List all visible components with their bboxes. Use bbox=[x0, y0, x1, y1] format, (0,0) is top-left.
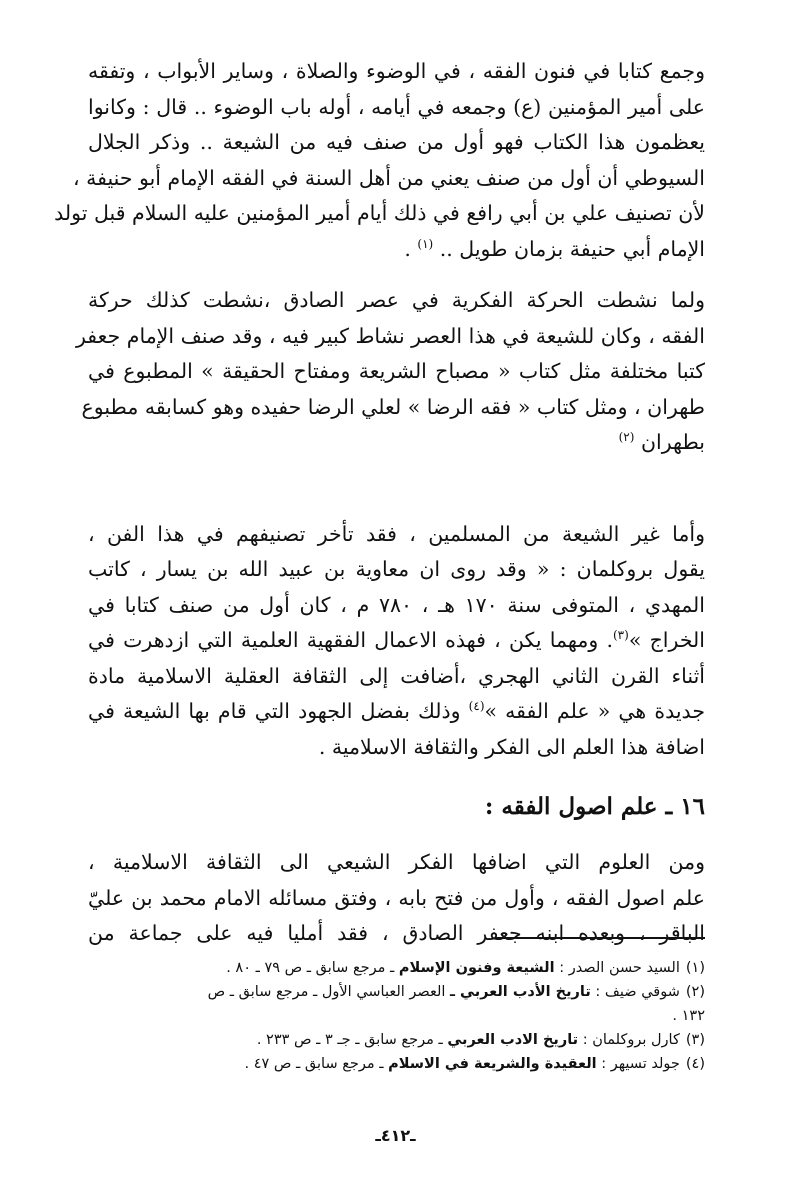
text-line: وجمع كتابا في فنون الفقه ، في الوضوء والصلاة ، وساير الأبواب ، وتفقه bbox=[88, 59, 705, 83]
text-line: طهران ، ومثل كتاب « فقه الرضا » لعلي الرضا حفيده وهو كسابقه مطبوع bbox=[81, 394, 705, 419]
footnote-4 bbox=[85, 1052, 705, 1076]
text-line: أثناء القرن الثاني الهجري ،أضافت إلى الثقافة العقلية الاسلامية مادة bbox=[88, 663, 705, 688]
footnote-ref-2[interactable]: (٢) bbox=[618, 430, 635, 445]
text-line: يقول بروكلمان : « وقد روى ان معاوية بن عبيد الله بن يسار ، كاتب bbox=[88, 557, 705, 581]
text-line: اضافة هذا العلم الى الفكر والثقافة الاسلامية . bbox=[318, 734, 705, 759]
footnote-number: (٤) bbox=[685, 1056, 705, 1072]
footnote-number: (١) bbox=[685, 960, 705, 976]
text-line bbox=[88, 425, 705, 461]
footnote-number: (٢) bbox=[685, 984, 705, 1000]
footnote-number: (٣) bbox=[685, 1032, 705, 1048]
footnote-2-continued: ١٣٢ . bbox=[672, 1008, 705, 1024]
footnote-2 bbox=[85, 980, 705, 1004]
footnote-3 bbox=[85, 1028, 705, 1052]
footnote-1 bbox=[85, 956, 705, 980]
text-fragment: . ومهما يكن ، فهذه الاعمال الفقهية العلمية التي ازدهرت في bbox=[88, 628, 613, 652]
text-line: على أمير المؤمنين (ع) وجمعه في أيامه ، أوله باب الوضوء .. قال : وكانوا bbox=[88, 94, 705, 119]
footnote-title: الشيعة وفنون الإسلام bbox=[398, 960, 555, 976]
text-line: السيوطي أن أول من صنف يعني من أهل السنة في الفقه الإمام أبو حنيفة ، bbox=[72, 165, 705, 190]
text-fragment: الخراج » bbox=[628, 628, 705, 652]
text-line: الباقر ، وبعده ابنه جعفر الصادق ، فقد أمليا فيه على جماعة من bbox=[88, 921, 705, 945]
footnote-ref: العصر العباسي الأول ـ مرجع سابق ـ ص bbox=[207, 984, 451, 1000]
text-line: المهدي ، المتوفى سنة ١٧٠ هـ ، ٧٨٠ م ، كان أول من صنف كتابا في bbox=[88, 592, 705, 617]
footnote-ref: ـ مرجع سابق ـ ص ٧٩ ـ ٨٠ . bbox=[226, 960, 399, 976]
footnote-author: جولد تسيهر : bbox=[596, 1056, 680, 1072]
text-fragment: بطهران bbox=[634, 430, 705, 454]
text-line: ولما نشطت الحركة الفكرية في عصر الصادق ،نشطت كذلك حركة bbox=[88, 288, 705, 312]
text-line: الفقه ، وكان للشيعة في هذا العصر نشاط كبير فيه ، وقد صنف الإمام جعفر bbox=[76, 323, 705, 348]
text-line bbox=[88, 232, 705, 268]
footnote-ref-1[interactable]: (١) bbox=[417, 236, 434, 251]
footnote-ref-3[interactable]: (٣) bbox=[612, 628, 629, 643]
text-line bbox=[88, 623, 705, 659]
text-line: لأن تصنيف علي بن أبي رافع في ذلك أيام أمير المؤمنين عليه السلام قبل تولد bbox=[54, 201, 705, 225]
footnote-separator bbox=[495, 937, 705, 939]
footnote-author: كارل بروكلمان : bbox=[578, 1032, 680, 1048]
text-line: يعظمون هذا الكتاب فهو أول من صنف فيه من الشيعة .. وذكر الجلال bbox=[88, 130, 705, 154]
footnote-ref: ـ مرجع سابق ـ جـ ٣ ـ ص ٢٣٣ . bbox=[256, 1032, 448, 1048]
footnote-title: تاريخ الأدب العربي ـ bbox=[450, 984, 591, 1000]
paragraph-3 bbox=[88, 517, 705, 766]
footnote-author: شوقي ضيف : bbox=[590, 984, 680, 1000]
footnotes bbox=[85, 956, 705, 1076]
text-fragment: . bbox=[404, 236, 418, 261]
text-line: وأما غير الشيعة من المسلمين ، فقد تأخر تصنيفهم في هذا الفن ، bbox=[88, 521, 705, 546]
text-line: ومن العلوم التي اضافها الفكر الشيعي الى الثقافة الاسلامية ، bbox=[88, 850, 705, 874]
text-line: علم اصول الفقه ، وأول من فتح بابه ، وفتق مسائله الامام محمد بن عليّ bbox=[88, 885, 705, 910]
paragraph-1 bbox=[54, 54, 705, 267]
text-line: كتبا مختلفة مثل كتاب « مصباح الشريعة ومفتاح الحقيقة » المطبوع في bbox=[88, 359, 705, 383]
text-line bbox=[88, 694, 705, 730]
footnote-title: تاريخ الادب العربي bbox=[447, 1032, 579, 1048]
text-fragment: وذلك بفضل الجهود التي قام بها الشيعة في bbox=[88, 699, 469, 723]
page-number: ـ٤١٢ـ bbox=[375, 1126, 416, 1145]
text-fragment: جديدة هي « علم الفقه » bbox=[484, 699, 705, 723]
footnote-author: السيد حسن الصدر : bbox=[554, 960, 680, 976]
paragraph-2 bbox=[76, 283, 705, 461]
text-fragment: الإمام أبي حنيفة بزمان طويل .. bbox=[433, 236, 705, 261]
footnote-ref-4[interactable]: (٤) bbox=[468, 699, 485, 714]
section-heading: ١٦ ـ علم اصول الفقه : bbox=[484, 793, 705, 820]
footnote-title: العقيدة والشريعة في الاسلام bbox=[388, 1056, 597, 1072]
paragraph-4 bbox=[88, 845, 705, 952]
footnote-ref: ـ مرجع سابق ـ ص ٤٧ . bbox=[244, 1056, 389, 1072]
